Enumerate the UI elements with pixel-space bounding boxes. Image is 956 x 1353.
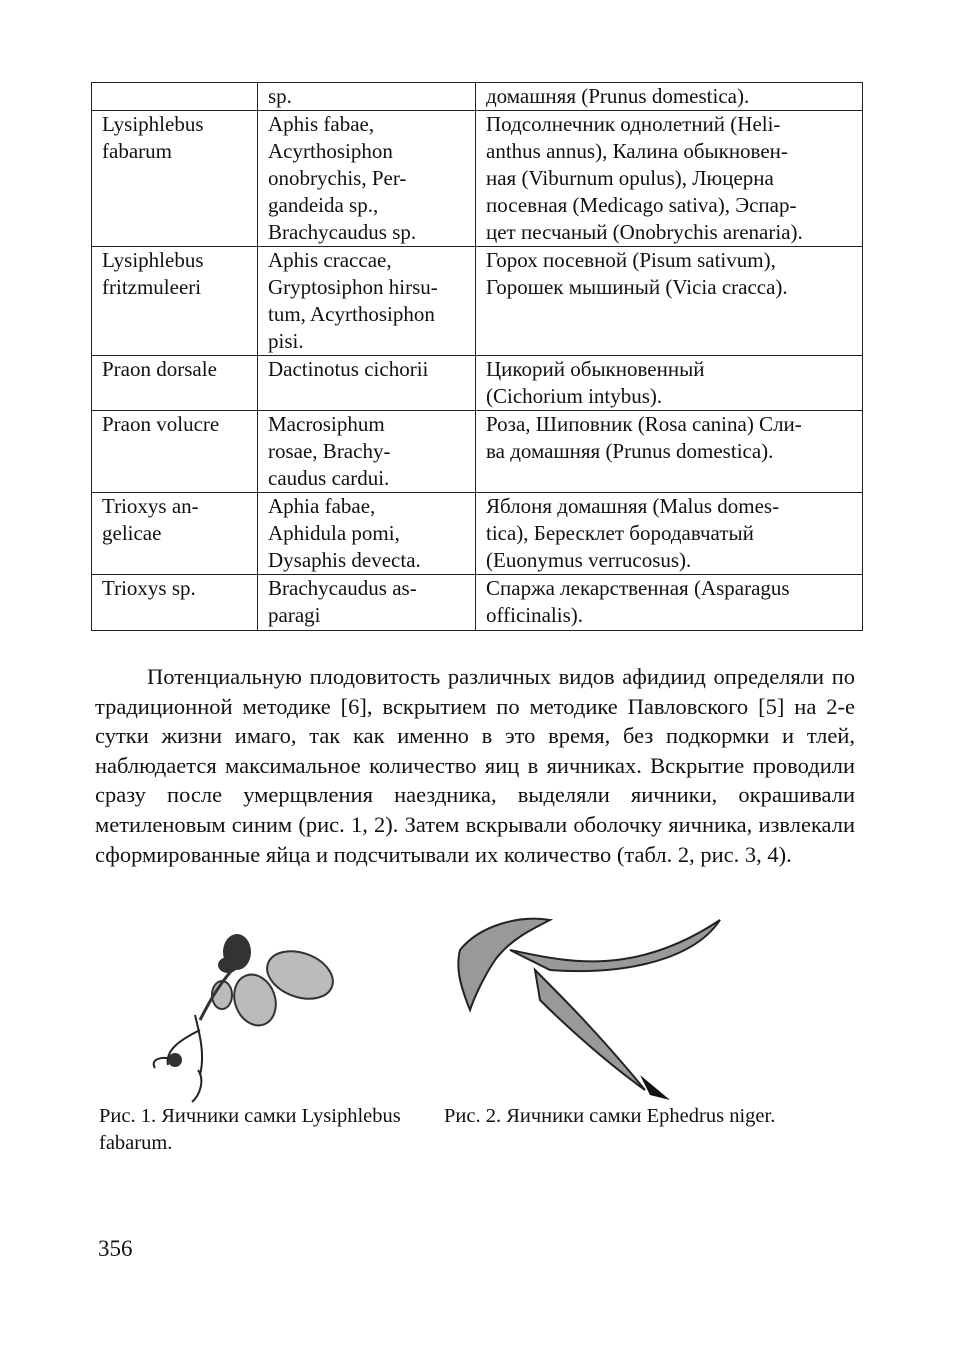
host-plant-cell: Подсолнечник однолетний (Heli- anthus annus), Калина обыкновен- ная (Viburnum opulus), Люцерна посевная (Medicago sativa), Эспар- цет песчаный (Onobrychis arenaria).: [476, 111, 863, 247]
table-row: [92, 111, 863, 247]
table-row: [92, 356, 863, 411]
aphid-host-cell: sp.: [258, 83, 476, 111]
parasitoid-host-table: [91, 82, 863, 631]
table-row: [92, 247, 863, 356]
table-row: [92, 575, 863, 631]
body-paragraph: Потенциальную плодовитость различных видов афидиид определяли по традиционной методике [6], вскрытием по методике Павловского [5] на 2-е сутки жизни имаго, так как именно в это время, без подкормки и тлей, наблюдается максимальное количество яиц в яичниках. Вскрытие проводили сразу после умерщвления наездника, выделяли яичники, окрашивали метиленовым синим (рис. 1, 2). Затем вскрывали оболочку яичника, извлекали сформированные яйца и подсчитывали их количество (табл. 2, рис. 3, 4).: [95, 664, 855, 867]
parasitoid-cell: Lysiphlebus fabarum: [92, 111, 258, 247]
figure-2-caption: Рис. 2. Яичники самки Ephedrus niger.: [444, 1105, 776, 1127]
parasitoid-cell: [92, 83, 258, 111]
aphid-host-cell: Aphis craccae, Gryptosiphon hirsu- tum, Acyrthosiphon pisi.: [258, 247, 476, 356]
host-plant-cell: Яблоня домашняя (Malus domes- tica), Бересклет бородавчатый (Euonymus verrucosus).: [476, 493, 863, 575]
host-plant-cell: Роза, Шиповник (Rosa canina) Сли- ва домашняя (Prunus domestica).: [476, 411, 863, 493]
host-plant-cell: Цикорий обыкновенный (Cichorium intybus).: [476, 356, 863, 411]
figure-2-ovary-illustration: [440, 905, 730, 1105]
parasitoid-cell: Trioxys an- gelicae: [92, 493, 258, 575]
parasitoid-cell: Lysiphlebus fritzmuleeri: [92, 247, 258, 356]
host-plant-cell: Горох посевной (Pisum sativum), Горошек мышиный (Vicia cracca).: [476, 247, 863, 356]
table-body: [92, 83, 863, 631]
figure-1-ovary-illustration: [140, 920, 340, 1105]
host-plant-cell: домашняя (Prunus domestica).: [476, 83, 863, 111]
parasitoid-cell: Praon volucre: [92, 411, 258, 493]
figure-1-caption: Рис. 1. Яичники самки Lysiphlebus fabarum.: [99, 1105, 401, 1154]
parasitoid-cell: Trioxys sp.: [92, 575, 258, 631]
table-row: [92, 493, 863, 575]
aphid-host-cell: Macrosiphum rosae, Brachy- caudus cardui.: [258, 411, 476, 493]
host-plant-cell: Спаржа лекарственная (Asparagus officinalis).: [476, 575, 863, 631]
page-number: 356: [98, 1236, 133, 1261]
aphid-host-cell: Brachycaudus as- paragi: [258, 575, 476, 631]
parasitoid-cell: Praon dorsale: [92, 356, 258, 411]
table-row: [92, 411, 863, 493]
table-row: [92, 83, 863, 111]
aphid-host-cell: Aphis fabae, Acyrthosiphon onobrychis, Per- gandeida sp., Brachycaudus sp.: [258, 111, 476, 247]
aphid-host-cell: Aphia fabae, Aphidula pomi, Dysaphis devecta.: [258, 493, 476, 575]
aphid-host-cell: Dactinotus cichorii: [258, 356, 476, 411]
